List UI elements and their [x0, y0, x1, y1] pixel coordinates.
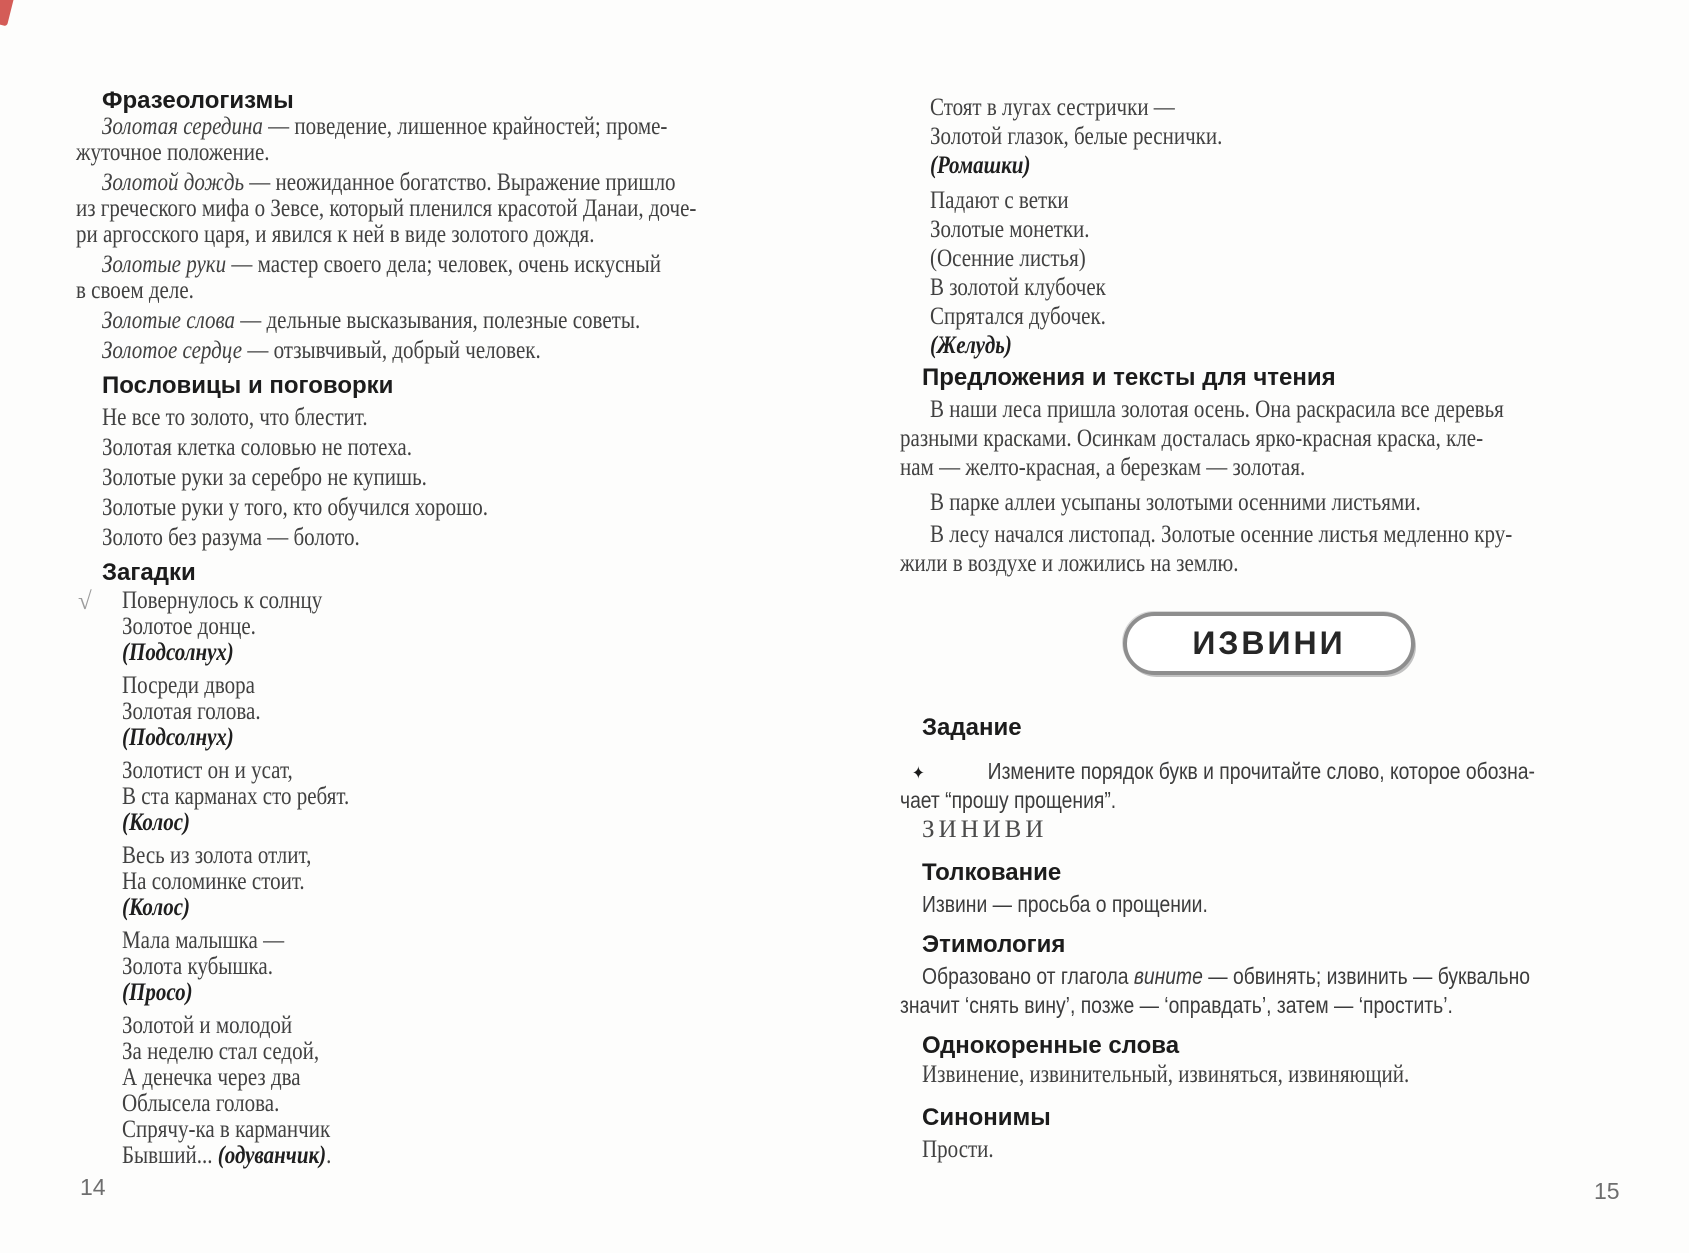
proverb-line: Золотые руки у того, кто обучился хорошо.	[102, 494, 489, 521]
etymology-italic-word: вините	[1133, 963, 1203, 989]
phraseology-entry-line	[102, 308, 706, 334]
phrase-term: Золотая середина	[102, 113, 263, 140]
proverb-line: Золотая клетка соловью не потеха.	[102, 434, 412, 461]
riddle-line: В ста карманах сто ребят.	[122, 783, 350, 810]
reading-paragraph-line: В парке аллеи усыпаны золотыми осенними листьями.	[930, 489, 1421, 516]
riddle-line: Спрятался дубочек.	[930, 303, 1106, 330]
reading-paragraph-line: жили в воздухе и ложились на землю.	[900, 550, 1239, 577]
scrambled-word: ЗИНИВИ	[922, 816, 1048, 843]
riddle-line: Падают с ветки	[930, 187, 1069, 214]
riddle-answer: (Ромашки)	[930, 152, 1031, 179]
margin-checkmark: √	[78, 588, 92, 615]
four-pointed-star-icon: ✦	[912, 763, 925, 783]
riddle-tail-period: .	[326, 1142, 332, 1169]
phraseology-entry-line	[102, 170, 706, 196]
riddle-line: Золотая голова.	[122, 698, 261, 725]
riddle-answer: (Колос)	[122, 809, 191, 836]
phrase-term: Золотое сердце	[102, 337, 243, 364]
riddle-line	[122, 1143, 709, 1169]
riddle-line: Золотой и молодой	[122, 1012, 293, 1039]
riddle-line: Золотой глазок, белые реснички.	[930, 123, 1223, 150]
phrase-term: Золотые слова	[102, 307, 235, 334]
word-entry-badge: ИЗВИНИ	[1123, 612, 1415, 675]
phrase-definition: — поведение, лишенное крайностей; проме-	[262, 113, 668, 140]
phraseology-cont-line: ри аргосского царя, и явился к ней в виде золотого дождя.	[76, 221, 595, 248]
cognates-text: Извинение, извинительный, извиняться, извиняющий.	[922, 1061, 1410, 1088]
page-number-left: 14	[80, 1174, 106, 1200]
heading-interpretation: Толкование	[922, 859, 1062, 886]
task-instruction-line: чает “прошу прощения”.	[900, 787, 1117, 813]
phraseology-cont-line: в своем деле.	[76, 277, 194, 304]
phrase-definition: — неожиданное богатство. Выражение пришло	[244, 169, 676, 196]
phrase-definition: — отзывчивый, добрый человек.	[242, 337, 541, 364]
riddle-line: Золотые монетки.	[930, 216, 1090, 243]
riddle-line: На соломинке стоит.	[122, 868, 305, 895]
etymology-text: Образовано от глагола	[922, 963, 1134, 989]
riddle-line: Золотое донце.	[122, 613, 256, 640]
heading-etymology: Этимология	[922, 931, 1066, 958]
riddle-answer: (Подсолнух)	[122, 639, 234, 666]
proverb-line: Не все то золото, что блестит.	[102, 404, 368, 431]
heading-riddles: Загадки	[102, 559, 196, 586]
scan-corner-artifact	[0, 0, 15, 26]
riddle-line: Стоят в лугах сестрички —	[930, 94, 1175, 121]
task-instruction-text: Измените порядок букв и прочитайте слово, которое обозна-	[987, 758, 1535, 784]
heading-reading-texts: Предложения и тексты для чтения	[922, 364, 1336, 391]
synonyms-text: Прости.	[922, 1136, 994, 1163]
proverb-line: Золотые руки за серебро не купишь.	[102, 464, 427, 491]
reading-paragraph-line: В наши леса пришла золотая осень. Она раскрасила все деревья	[930, 396, 1504, 423]
phrase-term: Золотые руки	[102, 251, 227, 278]
reading-paragraph-line: разными красками. Осинкам досталась ярко-красная краска, кле-	[900, 425, 1484, 452]
riddle-line: Посреди двора	[122, 672, 256, 699]
riddle-answer: (Колос)	[122, 894, 191, 921]
page-number-right: 15	[1594, 1178, 1620, 1204]
heading-phraseology: Фразеологизмы	[102, 87, 294, 114]
phraseology-entry-line	[102, 338, 706, 364]
phrase-definition: — дельные высказывания, полезные советы.	[234, 307, 641, 334]
etymology-text: — обвинять; извинить — буквально	[1202, 963, 1531, 989]
phrase-definition: — мастер своего дела; человек, очень искусный	[226, 251, 662, 278]
riddle-answer: (Подсолнух)	[122, 724, 234, 751]
riddle-line: А денечка через два	[122, 1064, 301, 1091]
riddle-tail: Бывший...	[122, 1142, 218, 1169]
riddle-line: Мала малышка —	[122, 927, 285, 954]
page-14	[76, 88, 821, 1169]
riddle-line: Золота кубышка.	[122, 953, 274, 980]
phraseology-cont-line: жуточное положение.	[76, 139, 270, 166]
phraseology-entry-line	[102, 252, 706, 278]
riddle-answer: (одуванчик)	[217, 1142, 327, 1169]
riddle-line: Весь из золота отлит,	[122, 842, 312, 869]
phrase-term: Золотой дождь	[102, 169, 245, 196]
heading-synonyms: Синонимы	[922, 1104, 1051, 1131]
heading-cognates: Однокоренные слова	[922, 1032, 1180, 1059]
riddle-line: Спрячу-ка в карманчик	[122, 1116, 331, 1143]
riddle-line: Облысела голова.	[122, 1090, 280, 1117]
reading-paragraph-line: нам — желто-красная, а березкам — золотая.	[900, 454, 1306, 481]
page-15	[900, 93, 1535, 1164]
riddle-line: В золотой клубочек	[930, 274, 1106, 301]
heading-task: Задание	[922, 714, 1022, 741]
riddle-line: Золотист он и усат,	[122, 757, 293, 784]
etymology-line: значит ‘снять вину’, позже — ‘оправдать’, затем — ‘простить’.	[900, 992, 1453, 1018]
riddle-line: За неделю стал седой,	[122, 1038, 320, 1065]
proverb-line: Золото без разума — болото.	[102, 524, 360, 551]
heading-proverbs: Пословицы и поговорки	[102, 372, 394, 399]
riddle-line: Повернулось к солнцу	[122, 587, 323, 614]
reading-paragraph-line: В лесу начался листопад. Золотые осенние листья медленно кру-	[930, 521, 1513, 548]
riddle-answer: (Просо)	[122, 979, 193, 1006]
etymology-line	[922, 962, 1531, 991]
phraseology-cont-line: из греческого мифа о Зевсе, который пленился красотой Данаи, доче-	[76, 195, 697, 222]
riddle-answer: (Желудь)	[930, 332, 1012, 359]
riddle-answer-plain: (Осенние листья)	[930, 245, 1086, 272]
task-instruction-line	[912, 757, 1535, 786]
phraseology-entry-line	[102, 114, 706, 140]
interpretation-text: Извини — просьба о прощении.	[922, 891, 1208, 917]
